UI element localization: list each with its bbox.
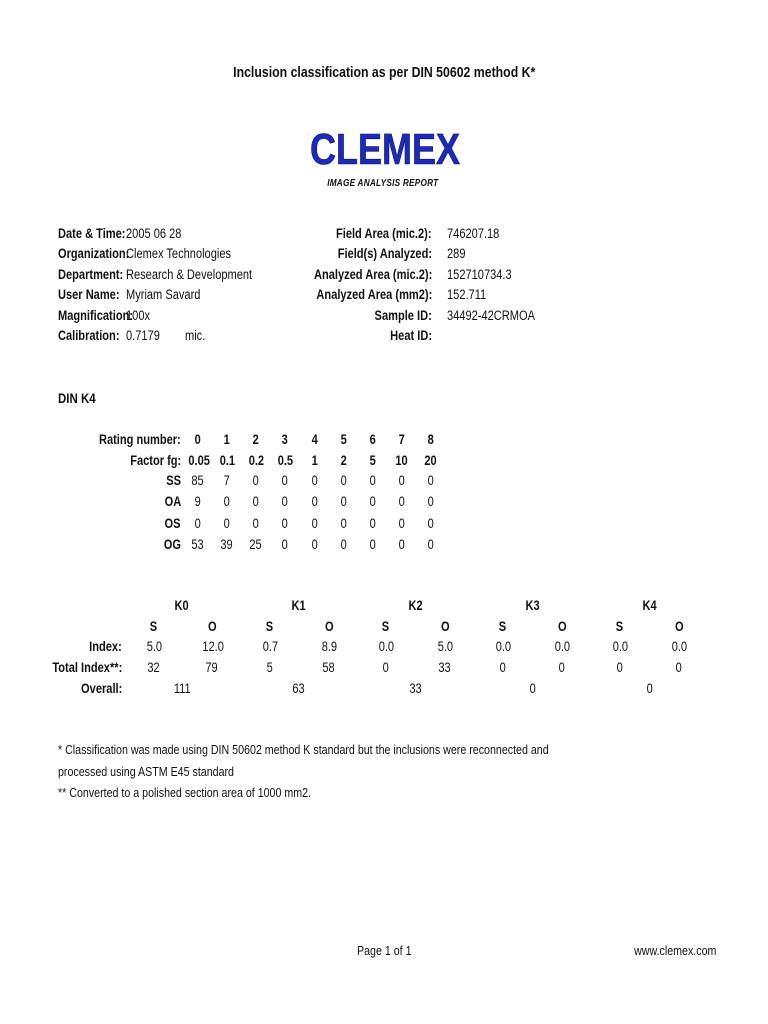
inclusion-type-label: OA — [164, 494, 181, 510]
inclusion-count: 0 — [340, 494, 348, 510]
rating-cell: 0.1 — [219, 453, 235, 468]
k-total-s: 5 — [266, 660, 274, 675]
info-label: Field Area (mic.2): — [336, 226, 432, 241]
rating-cell: 20 — [424, 453, 438, 468]
k-col-o: O — [440, 619, 450, 634]
info-label: Sample ID: — [374, 307, 432, 323]
inclusion-count: 0 — [252, 515, 260, 531]
k-total-s: 0 — [382, 660, 390, 675]
k-index-o: 12.0 — [202, 639, 224, 654]
k-overall: 0 — [646, 681, 654, 696]
inclusion-count: 0 — [311, 536, 319, 552]
rating-cell: 6 — [369, 432, 377, 447]
info-value: Myriam Savard — [126, 287, 201, 303]
info-value: 746207.18 — [447, 226, 500, 241]
inclusion-count: 0 — [223, 515, 231, 531]
rating-cell: 4 — [311, 432, 319, 447]
inclusion-count: 7 — [223, 473, 231, 488]
k-group-name: K1 — [291, 598, 307, 613]
k-col-s: S — [499, 619, 507, 634]
footnote-1-cont: processed using ASTM E45 standard — [58, 764, 234, 779]
k-total-s: 32 — [147, 660, 161, 675]
k-total-s: 0 — [499, 660, 507, 675]
k-total-s: 0 — [616, 660, 624, 675]
info-value: 2005 06 28 — [126, 226, 182, 241]
inclusion-count: 0 — [223, 494, 231, 510]
rating-row-label: Rating number: — [99, 432, 181, 447]
info-value: 289 — [447, 246, 466, 262]
k-total-o: 79 — [205, 660, 219, 675]
inclusion-count: 0 — [340, 536, 348, 552]
inclusion-count: 0 — [369, 536, 377, 552]
k-index-o: 8.9 — [321, 639, 337, 654]
inclusion-count: 0 — [194, 515, 202, 531]
inclusion-count: 0 — [369, 473, 377, 488]
k-overall: 111 — [173, 681, 191, 696]
inclusion-count: 0 — [427, 536, 435, 552]
rating-cell: 0 — [194, 432, 202, 447]
rating-cell: 7 — [398, 432, 406, 447]
k-overall: 33 — [409, 681, 423, 696]
inclusion-count: 0 — [281, 515, 289, 531]
rating-cell: 10 — [395, 453, 409, 468]
total-index-label: Total Index**: — [52, 660, 122, 675]
k-group-name: K0 — [174, 598, 190, 613]
inclusion-count: 0 — [369, 494, 377, 510]
k-group-name: K4 — [642, 598, 658, 613]
rating-cell: 1 — [223, 432, 231, 447]
rating-row-label: Factor fg: — [129, 453, 181, 468]
info-value: 34492-42CRMOA — [447, 307, 535, 323]
inclusion-count: 0 — [427, 473, 435, 488]
k-overall: 0 — [529, 681, 537, 696]
inclusion-count: 85 — [191, 473, 205, 488]
inclusion-count: 39 — [220, 536, 234, 552]
rating-cell: 5 — [340, 432, 348, 447]
inclusion-type-label: SS — [166, 473, 181, 488]
section-title: DIN K4 — [58, 390, 96, 406]
inclusion-count: 0 — [252, 494, 260, 510]
overall-label: Overall: — [80, 681, 122, 696]
inclusion-count: 53 — [191, 536, 205, 552]
info-label: Magnification: — [58, 307, 134, 323]
k-col-s: S — [616, 619, 624, 634]
inclusion-count: 0 — [281, 473, 289, 488]
inclusion-type-label: OG — [163, 536, 181, 552]
k-col-s: S — [382, 619, 390, 634]
k-index-o: 5.0 — [437, 639, 453, 654]
inclusion-count: 0 — [398, 515, 406, 531]
info-value: 152.711 — [447, 287, 487, 303]
rating-cell: 3 — [281, 432, 289, 447]
k-group-name: K3 — [525, 598, 541, 613]
inclusion-count: 0 — [427, 494, 435, 510]
k-col-s: S — [266, 619, 274, 634]
info-label: Heat ID: — [390, 328, 432, 343]
inclusion-count: 0 — [340, 515, 348, 531]
k-index-s: 5.0 — [146, 639, 162, 654]
rating-cell: 0.2 — [248, 453, 264, 468]
inclusion-count: 0 — [252, 473, 260, 488]
website-link[interactable]: www.clemex.com — [633, 943, 716, 958]
info-label: Calibration: — [58, 328, 120, 343]
inclusion-count: 0 — [427, 515, 435, 531]
k-col-o: O — [557, 619, 567, 634]
k-col-s: S — [150, 619, 158, 634]
rating-cell: 0.5 — [277, 453, 293, 468]
info-label: Organization: — [58, 246, 130, 262]
inclusion-count: 0 — [281, 536, 289, 552]
k-col-o: O — [674, 619, 684, 634]
info-value: 152710734.3 — [447, 266, 512, 282]
inclusion-count: 0 — [398, 536, 406, 552]
rating-cell: 0.05 — [188, 453, 210, 468]
logo-subtitle: IMAGE ANALYSIS REPORT — [327, 178, 439, 189]
info-value: Research & Development — [126, 266, 253, 282]
inclusion-count: 0 — [340, 473, 348, 488]
info-value: 0.7179 — [126, 328, 160, 343]
k-total-o: 58 — [322, 660, 336, 675]
k-col-o: O — [324, 619, 334, 634]
info-label: Analyzed Area (mic.2): — [313, 266, 432, 282]
inclusion-count: 9 — [194, 494, 202, 510]
k-index-s: 0.0 — [495, 639, 511, 654]
footnote-1: * Classification was made using DIN 50602 method K standard but the inclusions were reconnected and — [58, 742, 549, 757]
rating-cell: 8 — [427, 432, 435, 447]
svg-text:CLEMEX: CLEMEX — [310, 125, 460, 174]
info-label: User Name: — [58, 287, 120, 303]
k-col-o: O — [207, 619, 217, 634]
info-unit: mic. — [185, 328, 206, 343]
rating-cell: 5 — [369, 453, 377, 468]
k-index-o: 0.0 — [671, 639, 687, 654]
inclusion-count: 0 — [398, 473, 406, 488]
inclusion-type-label: OS — [164, 515, 181, 531]
inclusion-count: 0 — [369, 515, 377, 531]
inclusion-count: 0 — [311, 473, 319, 488]
k-overall: 63 — [292, 681, 306, 696]
rating-cell: 2 — [252, 432, 260, 447]
page-number: Page 1 of 1 — [356, 943, 412, 958]
inclusion-count: 25 — [249, 536, 263, 552]
footnote-2: ** Converted to a polished section area of 1000 mm2. — [58, 785, 312, 800]
k-index-s: 0.7 — [262, 639, 278, 654]
k-total-o: 0 — [675, 660, 683, 675]
k-total-o: 33 — [438, 660, 452, 675]
k-index-o: 0.0 — [554, 639, 570, 654]
info-label: Department: — [58, 266, 124, 282]
info-label: Field(s) Analyzed: — [337, 246, 432, 262]
inclusion-count: 0 — [311, 515, 319, 531]
inclusion-count: 0 — [281, 494, 289, 510]
report-title: Inclusion classification as per DIN 50602 method K* — [232, 64, 536, 81]
k-index-s: 0.0 — [378, 639, 394, 654]
info-value: 100x — [126, 307, 151, 323]
k-group-name: K2 — [408, 598, 424, 613]
clemex-logo — [308, 125, 462, 174]
info-label: Analyzed Area (mm2): — [316, 287, 432, 303]
k-total-o: 0 — [558, 660, 566, 675]
info-label: Date & Time: — [58, 226, 126, 241]
index-label: Index: — [89, 639, 122, 654]
info-value: Clemex Technologies — [126, 246, 232, 262]
inclusion-count: 0 — [311, 494, 319, 510]
k-index-s: 0.0 — [612, 639, 628, 654]
rating-cell: 2 — [340, 453, 348, 468]
inclusion-count: 0 — [398, 494, 406, 510]
rating-cell: 1 — [311, 453, 319, 468]
